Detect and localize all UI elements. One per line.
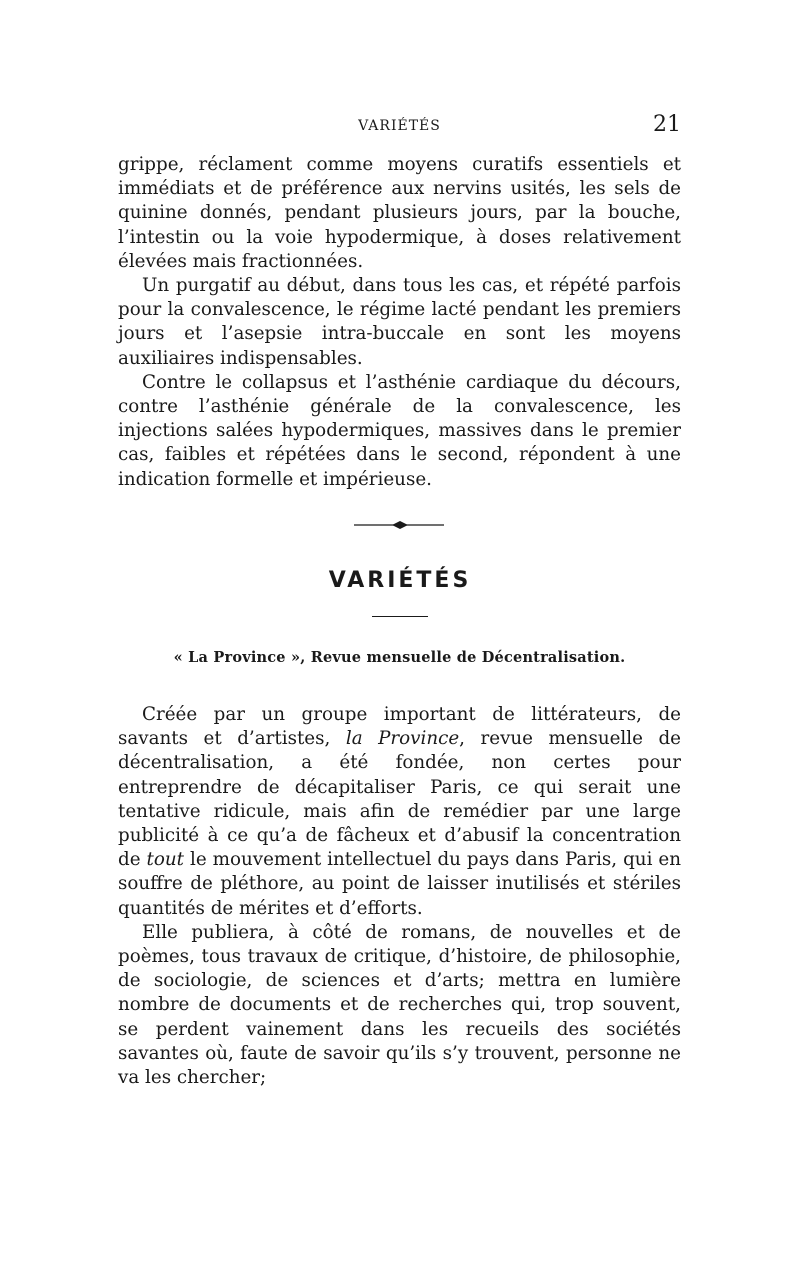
ornament-divider xyxy=(354,519,444,531)
p1-italic-tout: tout xyxy=(146,849,184,871)
paragraph-quinine: grippe, réclament comme moyens curatifs essentiels et immédiats et de préférence aux nervins usités, les sels de quinine donnés, pendant plusieurs jours, par la bouche, l’intestin ou la voie hypodermique, à doses relativement élevées mais fractionnées. xyxy=(118,154,681,272)
section-rule xyxy=(372,616,428,617)
paragraph-purgatif: Un purgatif au début, dans tous les cas, et répété parfois pour la convalescence, le régime lacté pendant les premiers jours et l’asepsie intra-buccale en sont les moyens auxiliaires indispensables. xyxy=(118,275,681,369)
paragraph-elle-publiera: Elle publiera, à côté de romans, de nouvelles et de poèmes, tous travaux de critique, d’histoire, de philosophie, de sociologie, de sciences et d’arts; mettra en lumière nombre de documents et de recherches qui, trop souvent, se perdent vainement dans les recueils des sociétés savantes où, faute de savoir qu’ils s’y trouvent, personne ne va les chercher; xyxy=(118,921,681,1089)
running-head-title: VARIÉTÉS xyxy=(358,118,441,134)
section-title: VARIÉTÉS xyxy=(328,568,472,593)
running-head xyxy=(118,112,681,140)
continued-text-block xyxy=(118,153,681,492)
paragraph-creee xyxy=(118,703,681,921)
article-text-block xyxy=(118,703,681,1090)
paragraph-collapsus: Contre le collapsus et l’asthénie cardiaque du décours, contre l’asthénie générale de la convalescence, les injections salées hypodermiques, massives dans le premier cas, faibles et répétées dans le second, répondent à une indication formelle et impérieuse. xyxy=(118,371,681,490)
p1-text-b: , revue mensuelle de décentralisation, a été fondée, non certes pour entreprendre de décapitaliser Paris, ce qui serait une tentative ridicule, mais afin de remédier par une large publicité à ce qu’a de fâcheux et d’abusif la concentration de xyxy=(118,728,681,871)
p1-text-c: le mouvement intellectuel du pays dans Paris, qui en souffre de pléthore, au point de laisser inutilisés et stériles quantités de mérites et d’efforts. xyxy=(118,849,681,919)
page-number: 21 xyxy=(653,112,681,137)
p1-italic-province: la Province xyxy=(345,728,460,750)
article-subtitle: « La Province », Revue mensuelle de Décentralisation. xyxy=(173,649,626,666)
p1-text-a: Créée par un groupe important de littérateurs, de savants et d’artistes, xyxy=(118,704,681,750)
